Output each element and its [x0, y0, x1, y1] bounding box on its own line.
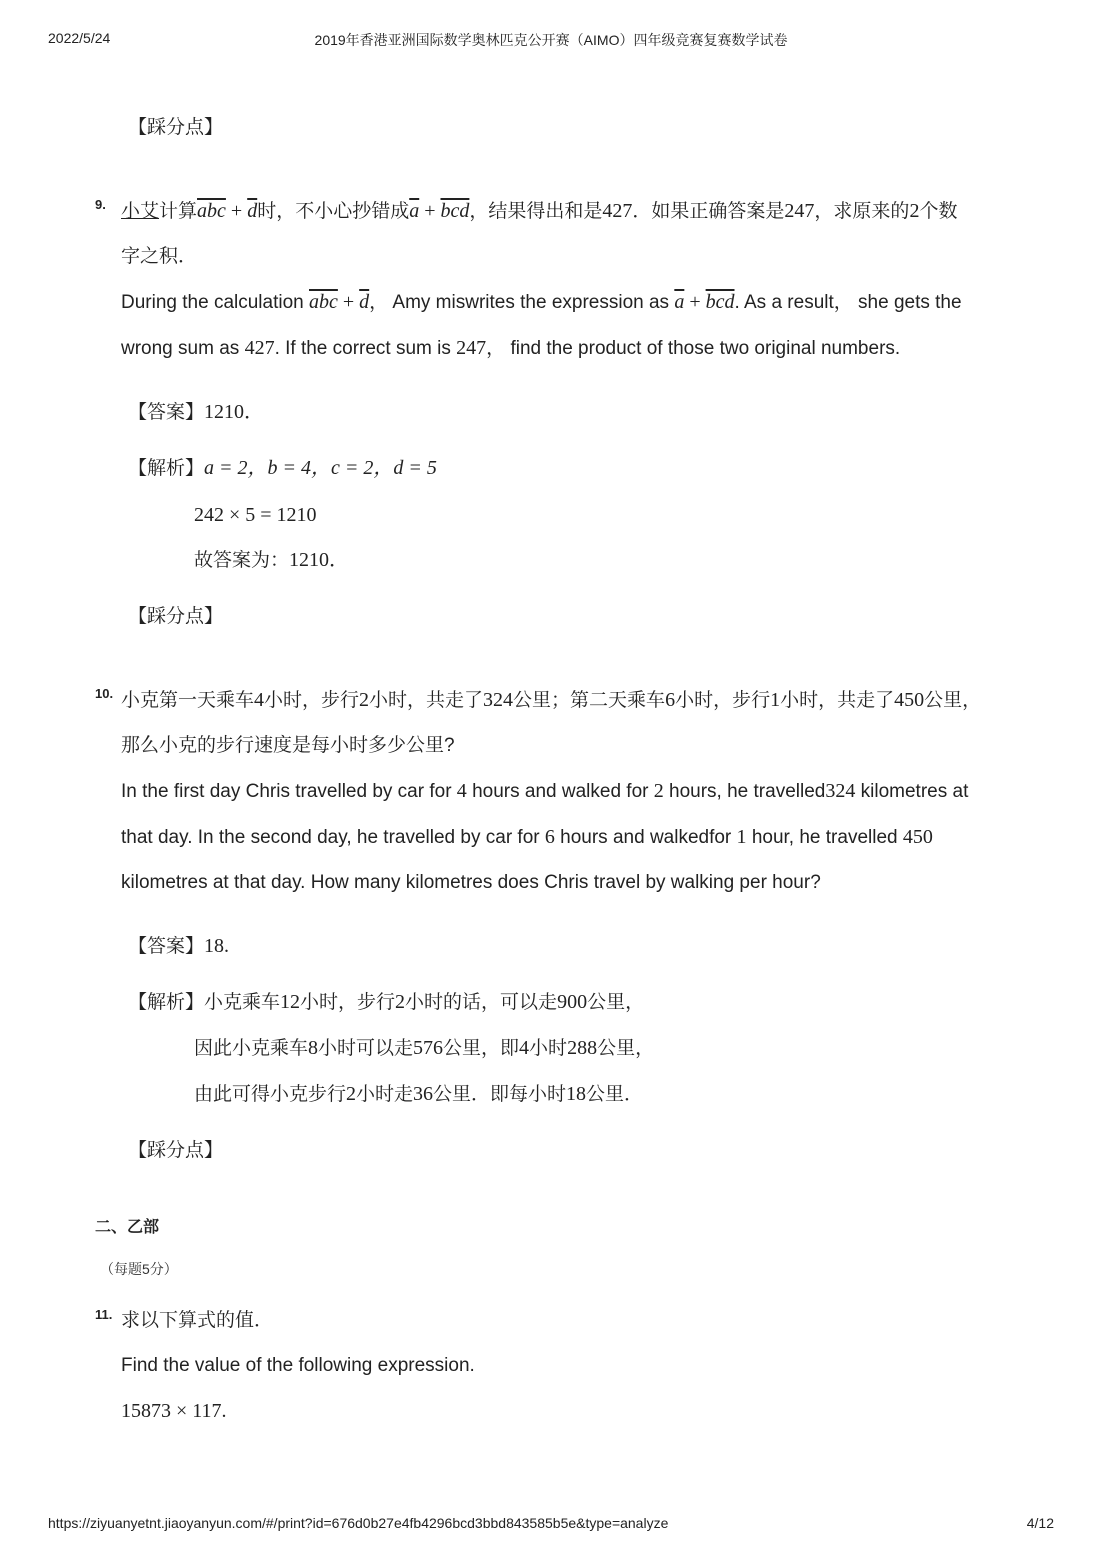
question-10-zh-line1: 小克第一天乘车4小时，步行2小时，共走了324公里；第二天乘车6小时，步行1小时，共走了450公里， — [121, 689, 982, 711]
section-note: （每题5分） — [100, 1261, 178, 1277]
question-9-zh-line1: 小艾计算$\overline{abc} + \overline{d}$时，不小心抄错成$\overline{a} + \overline{bcd}$，结果得出和是427．如果正确答案是247，求原来的2个数 — [121, 200, 958, 222]
question-10-zh-line2: 那么小克的步行速度是每小时多少公里? — [121, 735, 455, 756]
points-label: 【踩分点】 — [128, 606, 224, 627]
question-10-analysis-line3: 由此可得小克步行2小时走36公里．即每小时18公里． — [194, 1083, 644, 1105]
question-10-analysis-line2: 因此小克乘车8小时可以走576公里，即4小时288公里， — [194, 1037, 655, 1059]
question-number: 10. — [95, 686, 114, 701]
question-10-answer: 【答案】18. — [128, 935, 230, 957]
question-9-answer: 【答案】1210． — [128, 401, 265, 423]
points-label: 【踩分点】 — [128, 117, 224, 138]
question-9-analysis-line3: 故答案为：1210． — [194, 549, 350, 571]
question-10-en-line1: In the first day Chris travelled by car for 4 hours and walked for 2 hours, he travelled324 kilometres at — [121, 780, 969, 802]
print-date: 2022/5/24 — [48, 30, 111, 46]
question-9-analysis-line1: 【解析】a = 2，b = 4，c = 2，d = 5 — [128, 457, 437, 479]
question-number: 11. — [95, 1307, 113, 1322]
question-10-analysis-line1: 【解析】小克乘车12小时，步行2小时的话，可以走900公里， — [128, 991, 645, 1013]
question-11-expression: 15873 × 117. — [121, 1400, 227, 1422]
question-9-zh-line2: 字之积． — [121, 246, 198, 267]
points-label: 【踩分点】 — [128, 1140, 224, 1161]
section-title: 二、乙部 — [95, 1219, 160, 1236]
question-10-en-line3: kilometres at that day. How many kilometres does Chris travel by walking per hour? — [121, 872, 821, 893]
question-11-en: Find the value of the following expression. — [121, 1355, 475, 1376]
question-9-en-line2: wrong sum as 427. If the correct sum is 247， find the product of those two original numbers. — [121, 337, 901, 359]
question-9-analysis-line2: 242 × 5 = 1210 — [194, 504, 317, 526]
name-link[interactable]: 小艾 — [121, 201, 160, 222]
question-10-en-line2: that day. In the second day, he travelled by car for 6 hours and walkedfor 1 hour, he travelled 450 — [121, 826, 933, 848]
document-title: 2019年香港亚洲国际数学奥林匹克公开赛（AIMO）四年级竞赛复赛数学试卷 — [314, 32, 788, 48]
page-number: 4/12 — [1026, 1515, 1054, 1531]
question-9-en-line1: During the calculation $\overline{abc} + \overline{d}$， Amy miswrites the expression as $\overline{a} + \overline{bcd}$. As a result， she gets the — [121, 291, 962, 313]
page-url: https://ziyuanyetnt.jiaoyanyun.com/#/print?id=676d0b27e4fb4296bcd3bbd843585b5e&type=analyze — [48, 1515, 669, 1531]
question-11-zh: 求以下算式的值． — [121, 1310, 274, 1331]
question-number: 9. — [95, 197, 106, 212]
